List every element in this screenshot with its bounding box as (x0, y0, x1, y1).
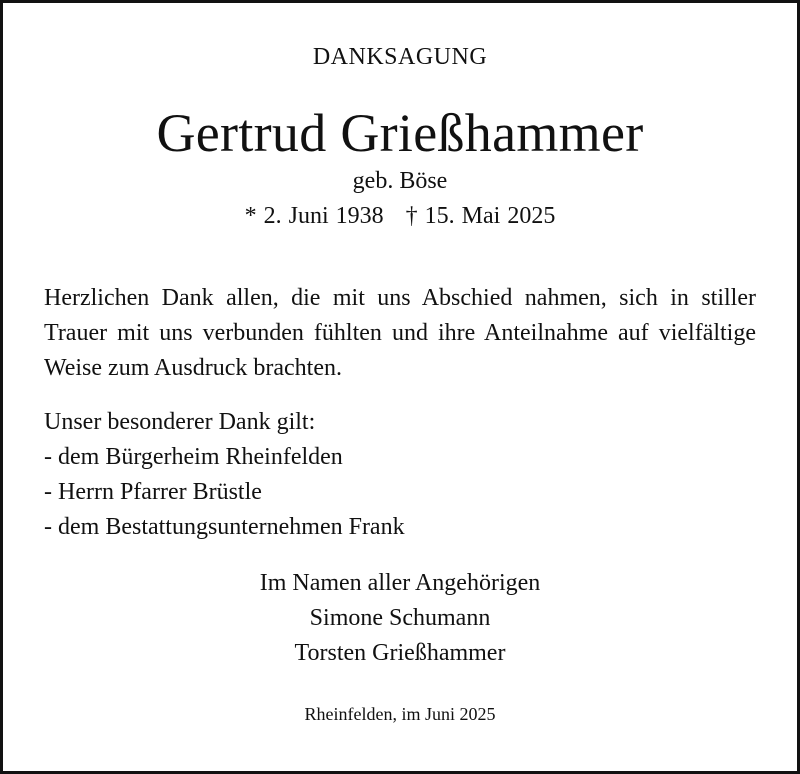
special-thanks-item: - Herrn Pfarrer Brüstle (44, 479, 262, 505)
signature-intro: Im Namen aller Angehörigen (259, 570, 541, 596)
signature-name: Simone Schumann (309, 605, 491, 631)
deceased-name: Gertrud Grießhammer (156, 103, 644, 163)
birth-name: geb. Böse (352, 168, 448, 194)
birth-date: * 2. Juni 1938 (244, 203, 384, 229)
place-date: Rheinfelden, im Juni 2025 (304, 704, 496, 724)
special-thanks-item: - dem Bürgerheim Rheinfelden (44, 444, 343, 470)
signature-name: Torsten Grießhammer (294, 640, 506, 666)
special-thanks-item: - dem Bestattungsunternehmen Frank (44, 514, 405, 540)
life-dates (0, 203, 800, 230)
special-thanks-intro: Unser besonderer Dank gilt: (44, 409, 316, 435)
notice-heading: DANKSAGUNG (312, 44, 488, 70)
death-date: † 15. Mai 2025 (405, 203, 556, 229)
signature-block (0, 566, 800, 671)
thanks-paragraph: Herzlichen Dank allen, die mit uns Abschied nahmen, sich in stiller Trauer mit uns verbunden fühlten und ihre Anteilnahme auf vielfältige Weise zum Ausdruck brachten. (44, 285, 756, 381)
special-thanks-list (44, 405, 405, 545)
